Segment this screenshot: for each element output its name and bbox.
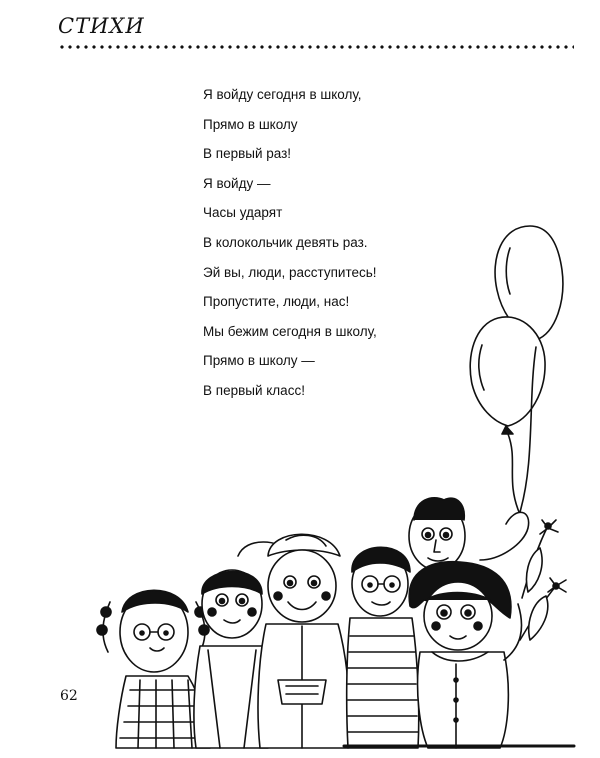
child-figure: [409, 498, 529, 570]
page-number: 62: [60, 688, 78, 704]
poem-line: Я войду —: [203, 175, 271, 191]
poem-line: Я войду сегодня в школу,: [203, 87, 362, 102]
poem-line: Эй вы, люди, расступитесь!: [203, 264, 377, 280]
poem-line: Мы бежим сегодня в школу,: [203, 323, 377, 339]
poem-line: Пропустите, люди, нас!: [203, 294, 350, 310]
poem-line: В первый раз!: [203, 146, 292, 162]
section-title: СТИХИ: [58, 14, 145, 38]
balloon-string: [508, 434, 519, 512]
poem-line: Прямо в школу —: [203, 353, 315, 369]
poem-line: В первый класс!: [203, 382, 305, 398]
child-figure: [97, 590, 210, 748]
poem-line: Часы ударят: [203, 205, 283, 221]
poem-line: Прямо в школу: [203, 116, 298, 132]
child-figure: [409, 562, 521, 748]
poem-line: В колокольчик девять раз.: [203, 234, 368, 250]
child-figure: [347, 547, 419, 748]
